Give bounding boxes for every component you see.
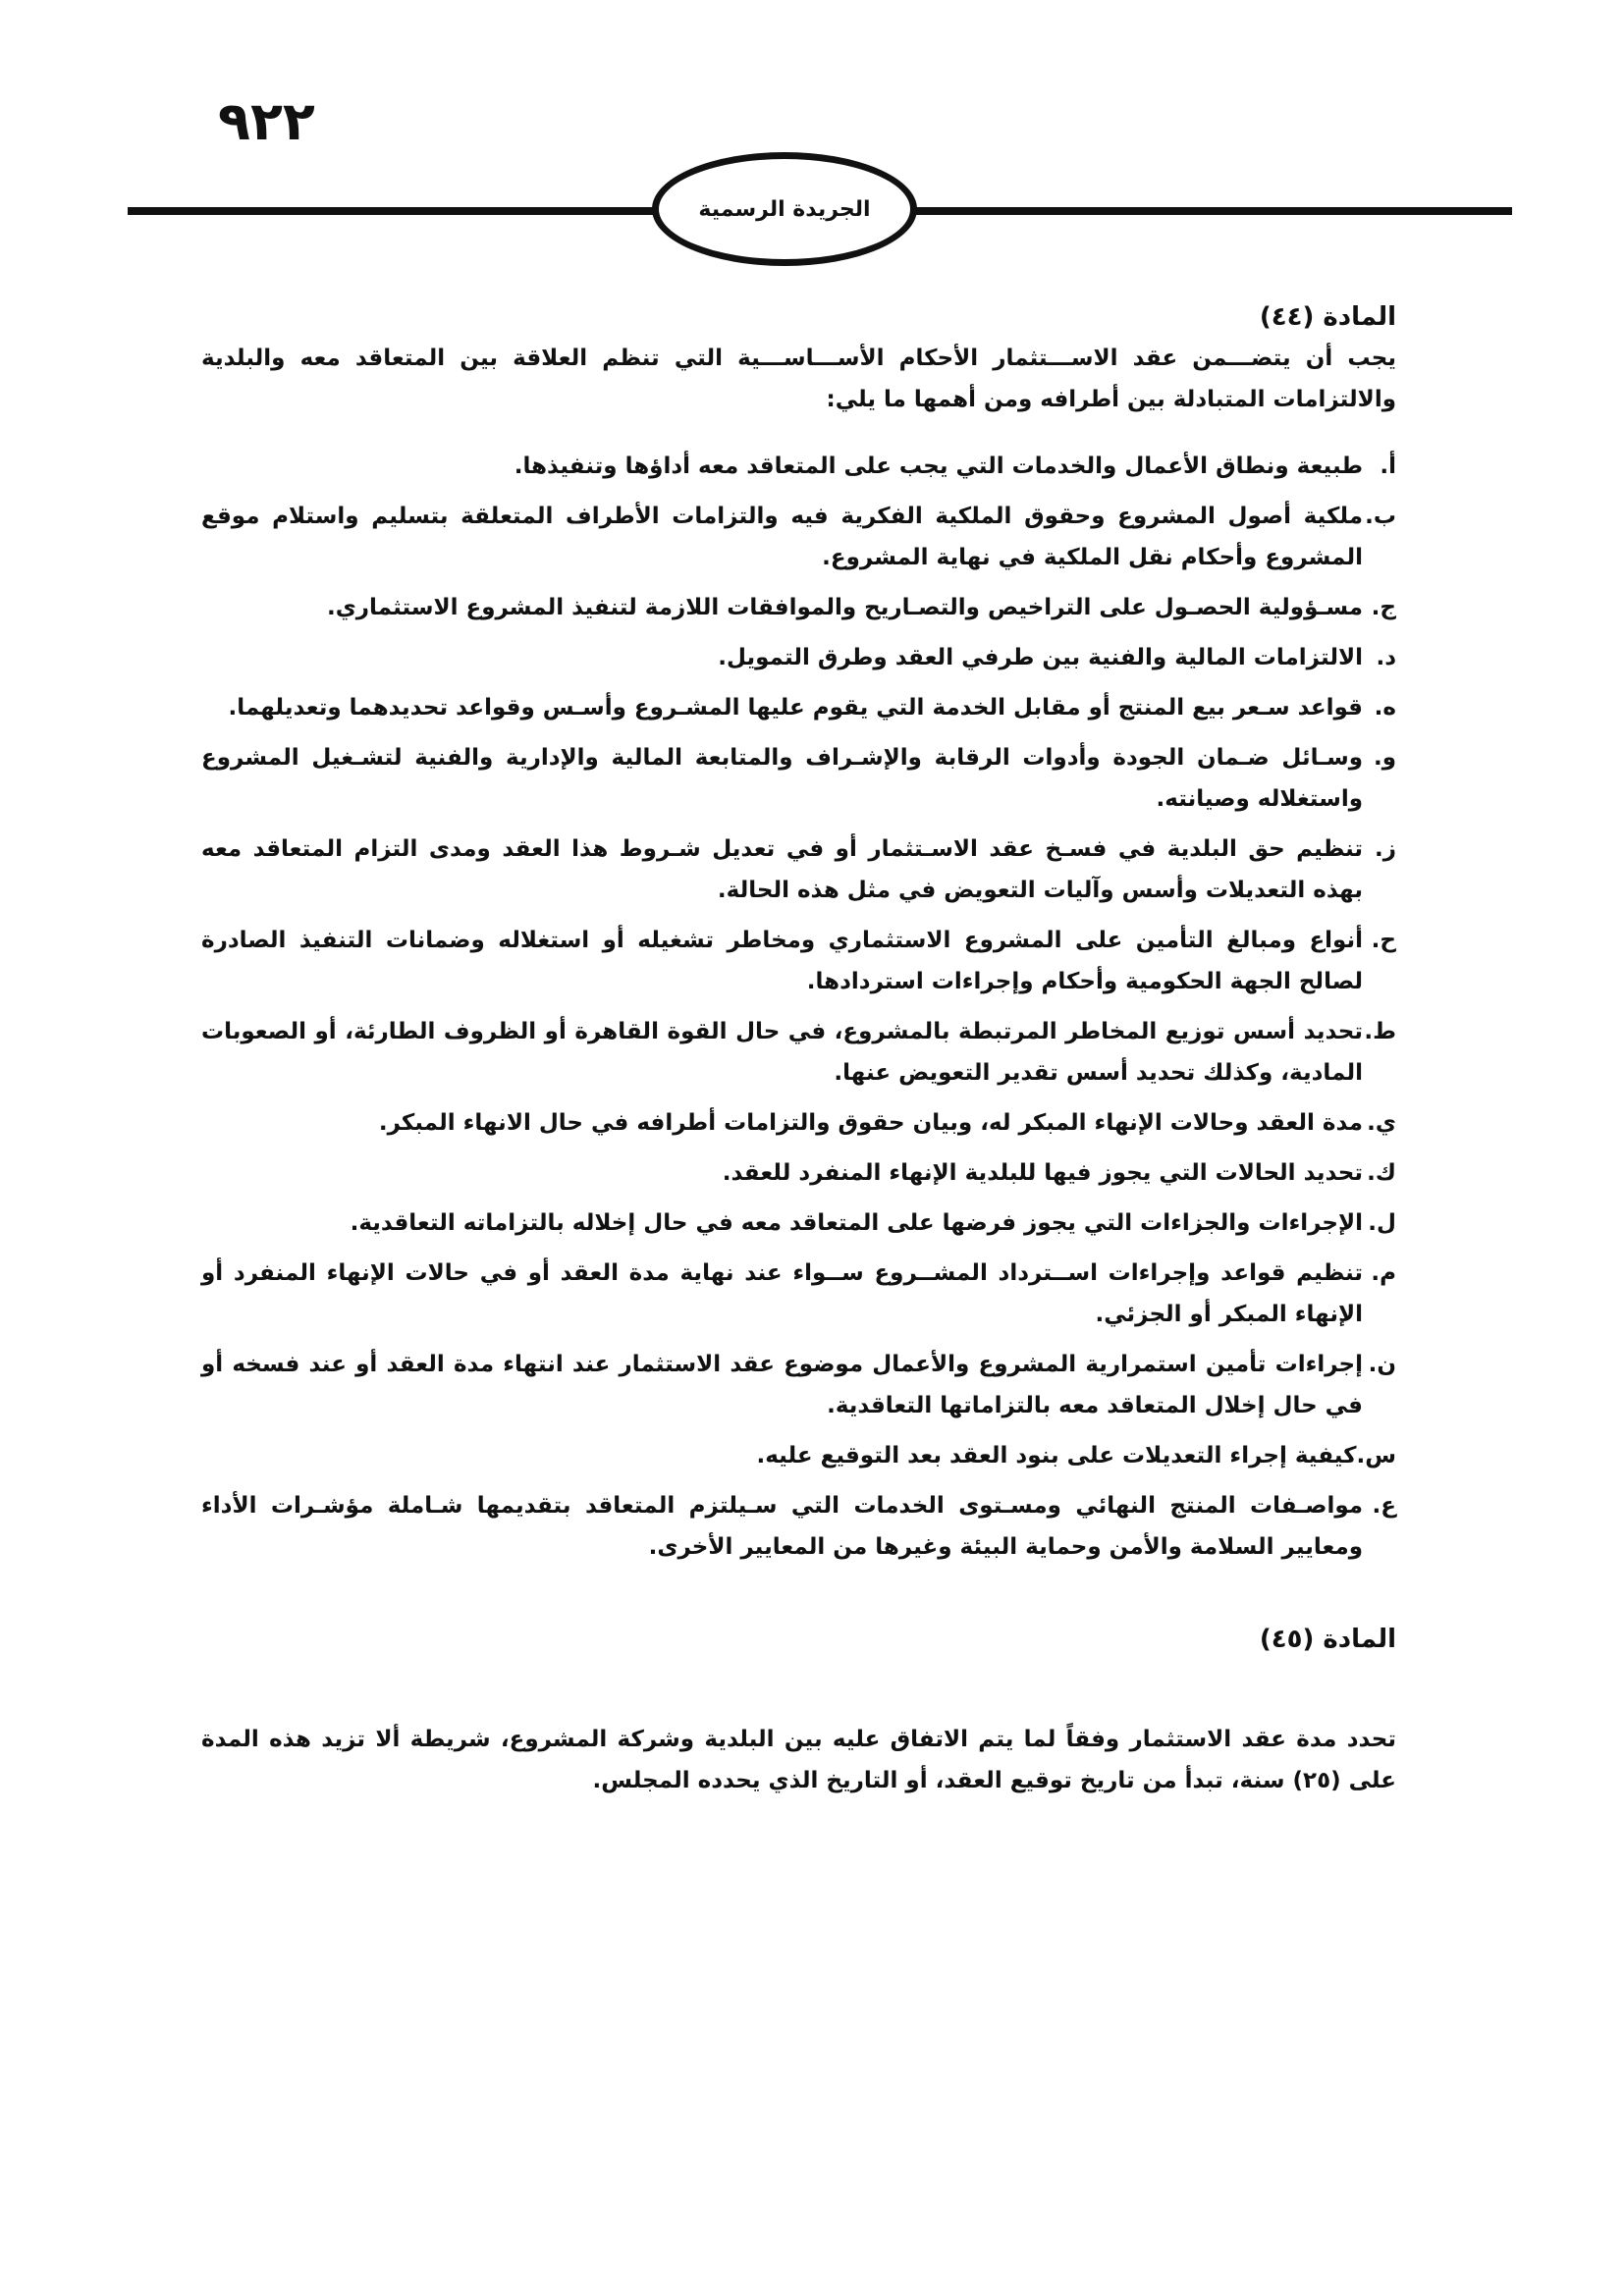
item-letter: ب. (1365, 504, 1396, 529)
gazette-title: الجريدة الرسمية (698, 196, 871, 222)
item-text: إجراءات تأمين استمرارية المشروع والأعمال موضوع عقد الاستثمار عند انتهاء مدة العقد أو عند فسخه أو في حال إخلال المتعاقد معه بالتزاماتها التعاقدية. (201, 1352, 1363, 1418)
item-text: كيفية إجراء التعديلات على بنود العقد بعد التوقيع عليه. (756, 1443, 1357, 1468)
list-item (201, 587, 1396, 628)
article-44-intro: يجب أن يتضـــمن عقد الاســـتثمار الأحكام الأســـاســـية التي تنظم العلاقة بين المتعاقد معه والبلدية والالتزامات المتبادلة بين أطرافه ومن أهمها ما يلي: (201, 346, 1396, 412)
item-text: مواصـفات المنتج النهائي ومسـتوى الخدمات التي سـيلتزم المتعاقد بتقديمها شـاملة مؤشـرات الأداء ومعايير السلامة والأمن وحماية البيئة وغيرها من المعايير الأخرى. (201, 1493, 1363, 1560)
item-text: قواعد سـعر بيع المنتج أو مقابل الخدمة التي يقوم عليها المشـروع وأسـس وقواعد تحديدهما وتعديلهما. (228, 695, 1363, 721)
list-item (201, 687, 1396, 728)
item-letter: ه. (1374, 695, 1396, 721)
list-item (201, 1011, 1396, 1094)
list-item (201, 637, 1396, 678)
article-45-text: تحدد مدة عقد الاستثمار وفقاً لما يتم الاتفاق عليه بين البلدية وشركة المشروع، شريطة ألا تزيد هذه المدة على (٢٥) سنة، تبدأ من تاريخ توقيع العقد، أو التاريخ الذي يحدده المجلس. (201, 1727, 1396, 1793)
item-text: تحديد الحالات التي يجوز فيها للبلدية الإنهاء المنفرد للعقد. (722, 1160, 1363, 1186)
item-text: ملكية أصول المشروع وحقوق الملكية الفكرية فيه والتزامات الأطراف المتعلقة بتسليم واستلام موقع المشروع وأحكام نقل الملكية في نهاية المشروع. (201, 504, 1363, 570)
article-44-items (201, 446, 1396, 1568)
item-letter: د. (1376, 645, 1396, 670)
item-text: أنواع ومبالغ التأمين على المشروع الاستثماري ومخاطر تشغيله أو استغلاله وضمانات التنفيذ الصادرة لصالح الجهة الحكومية وأحكام وإجراءات استردادها. (201, 928, 1363, 994)
item-text: وسـائل ضـمان الجودة وأدوات الرقابة والإشـراف والمتابعة المالية والإدارية والفنية لتشـغيل المشروع واستغلاله وصيانته. (201, 745, 1363, 812)
item-letter: ط. (1364, 1019, 1396, 1044)
item-letter: م. (1371, 1260, 1396, 1286)
page-number: ٩٢٢ (218, 90, 315, 152)
item-text: الالتزامات المالية والفنية بين طرفي العقد وطرق التمويل. (718, 645, 1363, 670)
item-text: مسـؤولية الحصـول على التراخيص والتصـاريح والموافقات اللازمة لتنفيذ المشروع الاستثماري. (326, 595, 1363, 620)
item-letter: ح. (1371, 928, 1396, 953)
list-item (201, 1253, 1396, 1335)
item-text: الإجراءات والجزاءات التي يجوز فرضها على المتعاقد معه في حال إخلاله بالتزاماته التعاقدية. (350, 1210, 1363, 1236)
item-letter: ع. (1372, 1493, 1396, 1519)
item-text: مدة العقد وحالات الإنهاء المبكر له، وبيان حقوق والتزامات أطرافه في حال الانهاء المبكر. (378, 1110, 1363, 1136)
article-45-title: المادة (٤٥) (1259, 1625, 1396, 1654)
list-item (201, 1344, 1396, 1426)
list-item (201, 1435, 1396, 1476)
list-item (201, 1102, 1396, 1144)
item-letter: و. (1373, 745, 1396, 771)
list-item (201, 496, 1396, 578)
item-letter: ن. (1368, 1352, 1396, 1377)
document-body (201, 296, 1396, 1801)
list-item (201, 1152, 1396, 1194)
list-item (201, 828, 1396, 911)
list-item (201, 1202, 1396, 1244)
item-letter: أ. (1380, 454, 1396, 479)
item-text: تحديد أسس توزيع المخاطر المرتبطة بالمشروع، في حال القوة القاهرة أو الظروف الطارئة، أو الصعوبات المادية، وكذلك تحديد أسس تقدير التعويض عنها. (201, 1019, 1363, 1086)
item-letter: س. (1356, 1443, 1396, 1468)
gazette-title-oval (652, 152, 917, 266)
item-text: تنظيم قواعد وإجراءات اســترداد المشــروع ســواء عند نهاية مدة العقد أو في حالات الإنهاء المنفرد أو الإنهاء المبكر أو الجزئي. (201, 1260, 1363, 1327)
item-letter: ي. (1367, 1110, 1396, 1136)
item-text: تنظيم حق البلدية في فسـخ عقد الاسـتثمار أو في تعديل شـروط هذا العقد ومدى التزام المتعاقد معه بهذه التعديلات وأسس وآليات التعويض في مثل هذه الحالة. (201, 836, 1363, 903)
item-letter: ل. (1368, 1210, 1396, 1236)
article-44-title: المادة (٤٤) (1259, 302, 1396, 332)
list-item (201, 446, 1396, 487)
list-item (201, 737, 1396, 820)
item-letter: ك. (1367, 1160, 1396, 1186)
item-letter: ز. (1375, 836, 1396, 862)
item-text: طبيعة ونطاق الأعمال والخدمات التي يجب على المتعاقد معه أداؤها وتنفيذها. (514, 454, 1363, 479)
item-letter: ج. (1371, 595, 1396, 620)
list-item (201, 920, 1396, 1002)
list-item (201, 1485, 1396, 1568)
